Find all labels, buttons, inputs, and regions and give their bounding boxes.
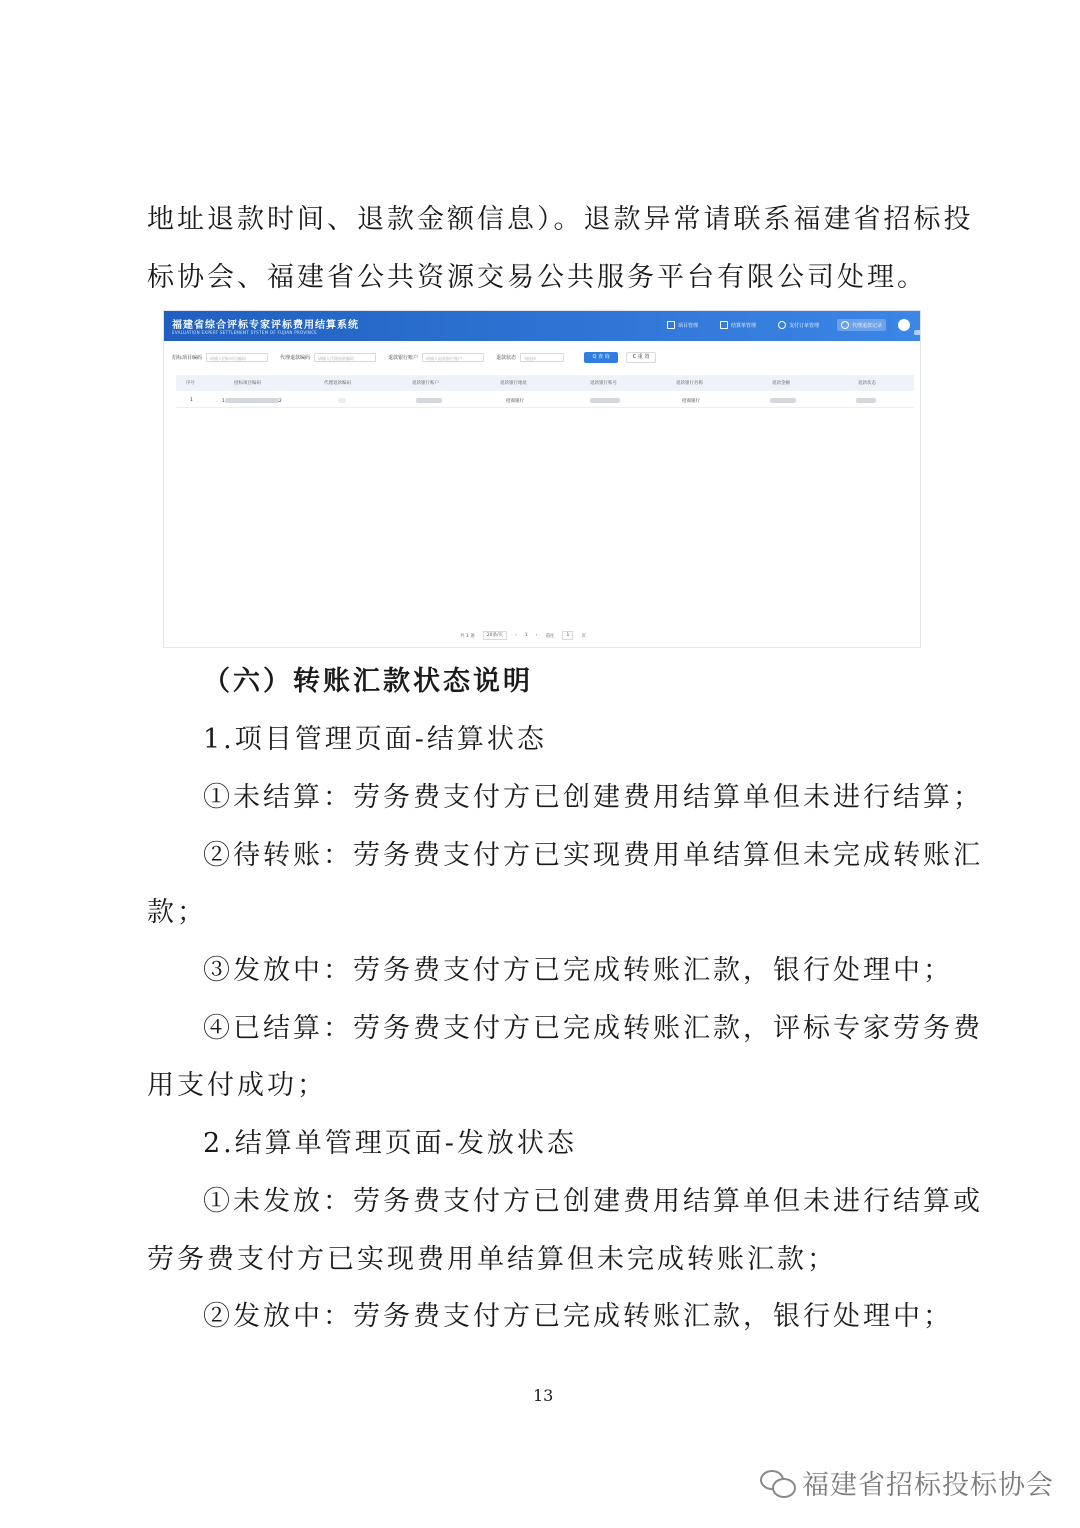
prev-page-icon[interactable]: ‹ bbox=[514, 633, 517, 638]
refund-icon bbox=[841, 321, 849, 329]
item1-line-4: ③发放中：劳务费支付方已完成转账汇款，银行处理中； bbox=[203, 955, 953, 986]
watermark bbox=[758, 1462, 1054, 1502]
row-bank-account-blurred bbox=[416, 398, 442, 404]
nav-item-refunds[interactable]: 代理退款记录 bbox=[837, 319, 886, 331]
filter-label-bank-account: 退款银行账户 bbox=[388, 354, 419, 361]
col-bank-name: 退款银行名称 bbox=[676, 381, 703, 386]
item2-line-1: ①未发放：劳务费支付方已创建费用结算单但未进行结算或 bbox=[203, 1186, 983, 1217]
pagination bbox=[460, 631, 586, 640]
query-button[interactable]: Q 查 询 bbox=[584, 352, 618, 363]
col-refund-code: 代理退款编码 bbox=[324, 381, 351, 386]
col-bank-account: 退款银行账户 bbox=[412, 381, 439, 386]
item2-title: 2.结算单管理页面-发放状态 bbox=[203, 1128, 577, 1159]
item1-line-5: ④已结算：劳务费支付方已完成转账汇款，评标专家劳务费 bbox=[203, 1013, 983, 1044]
col-status: 退款状态 bbox=[858, 381, 876, 386]
row-bank-name: 招商银行 bbox=[682, 399, 700, 404]
system-title: 福建省综合评标专家评标费用结算系统 bbox=[172, 320, 359, 331]
row-bank-address: 招商银行 bbox=[506, 399, 524, 404]
status-select[interactable]: 请选择 bbox=[520, 353, 564, 362]
row-amount-blurred bbox=[770, 398, 796, 404]
body-line-1: 地址退款时间、退款金额信息）。退款异常请联系福建省招标投 bbox=[147, 204, 974, 235]
col-amount: 退款金额 bbox=[772, 381, 790, 386]
item1-title: 1.项目管理页面-结算状态 bbox=[203, 724, 547, 755]
avatar-name-blurred bbox=[914, 330, 921, 335]
item2-line-3: ②发放中：劳务费支付方已完成转账汇款，银行处理中； bbox=[203, 1301, 953, 1332]
watermark-text: 福建省招标投标协会 bbox=[802, 1469, 1054, 1501]
item1-line-2: ②待转账：劳务费支付方已实现费用单结算但未完成转账汇 bbox=[203, 840, 983, 871]
col-index: 序号 bbox=[186, 381, 195, 386]
row-index: 1 bbox=[190, 398, 193, 403]
bank-account-input[interactable]: 请输入退款银行账户 bbox=[422, 353, 484, 362]
section-title: （六）转账汇款状态说明 bbox=[203, 666, 533, 697]
wechat-icon bbox=[758, 1468, 796, 1496]
nav-item-settlements[interactable]: 结算单管理 bbox=[716, 319, 760, 331]
monitor-icon bbox=[667, 321, 675, 329]
avatar[interactable] bbox=[898, 319, 910, 331]
row-bank-number-blurred bbox=[590, 398, 620, 404]
document-icon bbox=[720, 321, 728, 329]
system-subtitle: EVALUATION EXPERT SETTLEMENT SYSTEM OF FUJIAN PROVINCE bbox=[172, 330, 318, 335]
refund-code-input[interactable]: 请输入代理退款编码 bbox=[314, 353, 376, 362]
system-screenshot bbox=[163, 310, 921, 648]
coin-icon bbox=[778, 321, 786, 329]
item1-line-1: ①未结算：劳务费支付方已创建费用结算单但未进行结算； bbox=[203, 782, 983, 813]
row-refund-code-blurred bbox=[338, 398, 346, 404]
col-bank-number: 退款银行账号 bbox=[590, 381, 617, 386]
next-page-icon[interactable]: › bbox=[535, 633, 538, 638]
filter-label-refund-code: 代理退款编码 bbox=[280, 354, 311, 361]
table-row[interactable] bbox=[176, 393, 914, 408]
item2-line-2: 劳务费支付方已实现费用单结算但未完成转账汇款； bbox=[147, 1244, 837, 1275]
table-header bbox=[176, 375, 914, 391]
nav-item-projects[interactable]: 项目管理 bbox=[663, 319, 702, 331]
body-line-2: 标协会、福建省公共资源交易公共服务平台有限公司处理。 bbox=[147, 262, 927, 293]
item1-line-3: 款； bbox=[147, 897, 207, 928]
current-page[interactable]: 1 bbox=[524, 633, 528, 638]
goto-label: 前往 bbox=[545, 633, 555, 639]
reset-button[interactable]: C 重 置 bbox=[626, 352, 656, 363]
page-number: 13 bbox=[533, 1386, 554, 1405]
col-bank-address: 退款银行地址 bbox=[500, 381, 527, 386]
row-project-code: 1 2 bbox=[222, 399, 282, 404]
row-status-blurred bbox=[856, 398, 876, 404]
system-header bbox=[164, 311, 920, 341]
system-nav bbox=[663, 319, 886, 331]
filter-row bbox=[172, 351, 656, 363]
col-project-code: 招标项目编码 bbox=[234, 381, 261, 386]
filter-label-project: 招标项目编码 bbox=[172, 354, 203, 361]
filter-label-status: 退款状态 bbox=[496, 354, 517, 361]
pager-total: 共 1 条 bbox=[460, 633, 475, 639]
project-code-input[interactable]: 请输入招标项目编码 bbox=[206, 353, 268, 362]
page-size-select[interactable]: 20条/页 bbox=[483, 631, 507, 640]
item1-line-6: 用支付成功； bbox=[147, 1070, 327, 1101]
nav-item-orders[interactable]: 支付订单管理 bbox=[774, 319, 823, 331]
goto-page-input[interactable]: 1 bbox=[562, 631, 573, 640]
page-unit: 页 bbox=[581, 633, 586, 639]
